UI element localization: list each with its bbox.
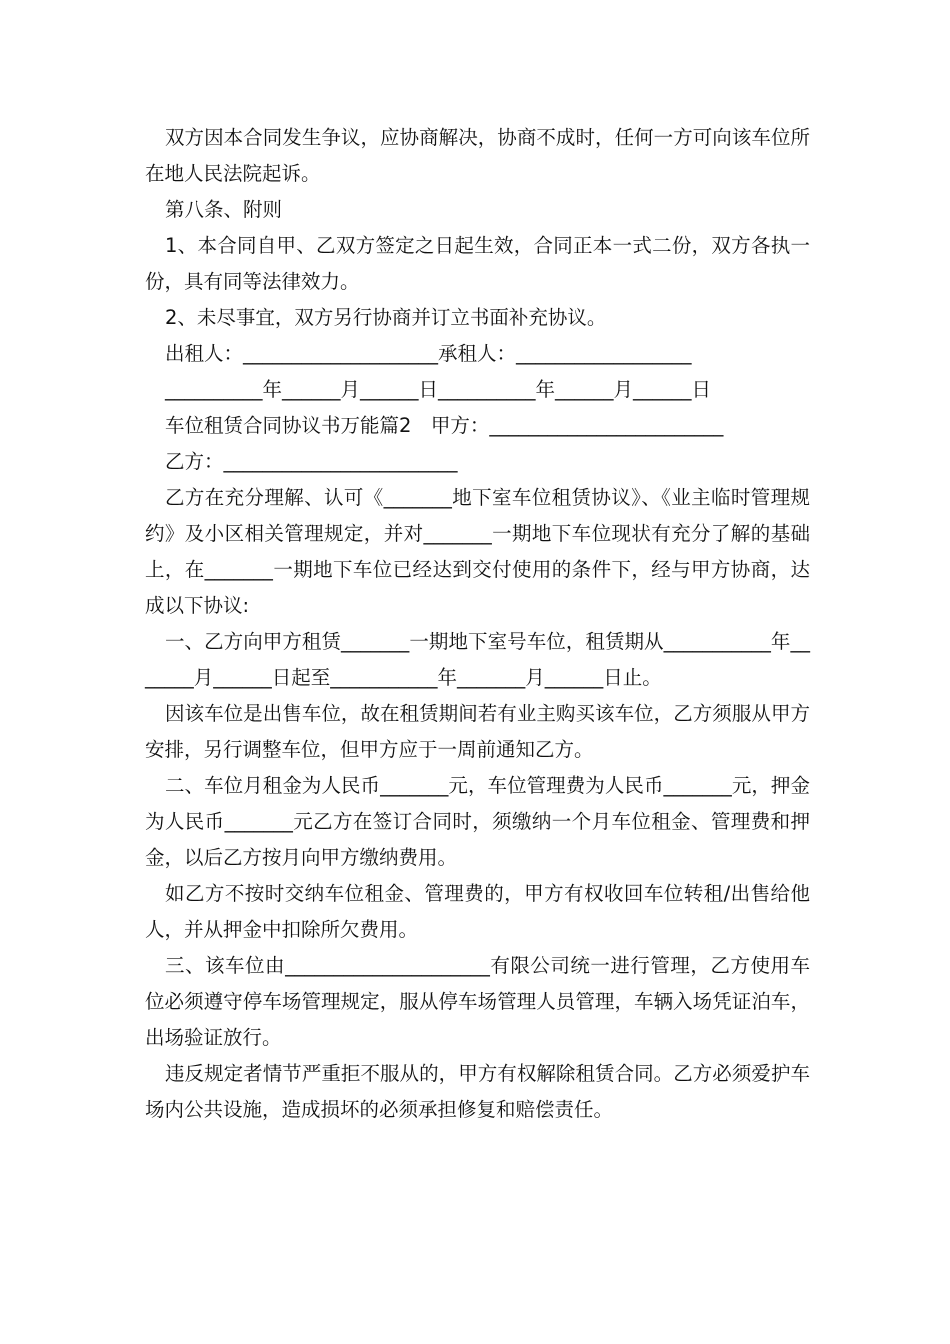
paragraph-clause-1: 1、本合同自甲、乙双方签定之日起生效，合同正本一式二份，双方各执一份，具有同等法律效力。 [145, 234, 810, 293]
paragraph-article-3: 三、该车位由_____________________有限公司统一进行管理，乙方使用车位必须遵守停车场管理规定，服从停车场管理人员管理，车辆入场凭证泊车，出场验证放行。 [145, 954, 810, 1049]
document-body [145, 120, 810, 1128]
paragraph-article-8-heading: 第八条、附则 [165, 198, 283, 221]
paragraph-article-2: 二、车位月租金为人民币_______元，车位管理费为人民币_______元，押金为人民币_______元乙方在签订合同时，须缴纳一个月车位租金、管理费和押金，以后乙方按月向甲方缴纳费用。 [145, 774, 810, 869]
contract-2-title-party-a: 车位租赁合同协议书万能篇2 甲方：________________________ [165, 414, 724, 437]
paragraph-sale-notice: 因该车位是出售车位，故在租赁期间若有业主购买该车位，乙方须服从甲方安排，另行调整车位，但甲方应于一周前通知乙方。 [145, 702, 810, 761]
signature-line-dates: __________年______月______日__________年______月______日 [165, 378, 712, 401]
paragraph-late-payment: 如乙方不按时交纳车位租金、管理费的，甲方有权收回车位转租/出售给他人，并从押金中扣除所欠费用。 [145, 882, 810, 941]
paragraph-dispute-resolution: 双方因本合同发生争议，应协商解决，协商不成时，任何一方可向该车位所在地人民法院起诉。 [145, 126, 810, 185]
party-b-line: 乙方：________________________ [165, 450, 458, 473]
paragraph-article-1: 一、乙方向甲方租赁_______一期地下室号车位，租赁期从___________年_______月______日起至___________年_______月______日止。 [145, 630, 810, 689]
paragraph-clause-2: 2、未尽事宜，双方另行协商并订立书面补充协议。 [165, 306, 607, 329]
paragraph-preamble: 乙方在充分理解、认可《_______地下室车位租赁协议》、《业主临时管理规约》及小区相关管理规定，并对_______一期地下车位现状有充分了解的基础上，在_______一期地下车位已经达到交付使用的条件下，经与甲方协商，达成以下协议: [145, 486, 810, 617]
signature-line-parties: 出租人：____________________承租人：__________________ [165, 342, 692, 365]
paragraph-violations: 违反规定者情节严重拒不服从的，甲方有权解除租赁合同。乙方必须爱护车场内公共设施，造成损坏的必须承担修复和赔偿责任。 [145, 1062, 810, 1121]
